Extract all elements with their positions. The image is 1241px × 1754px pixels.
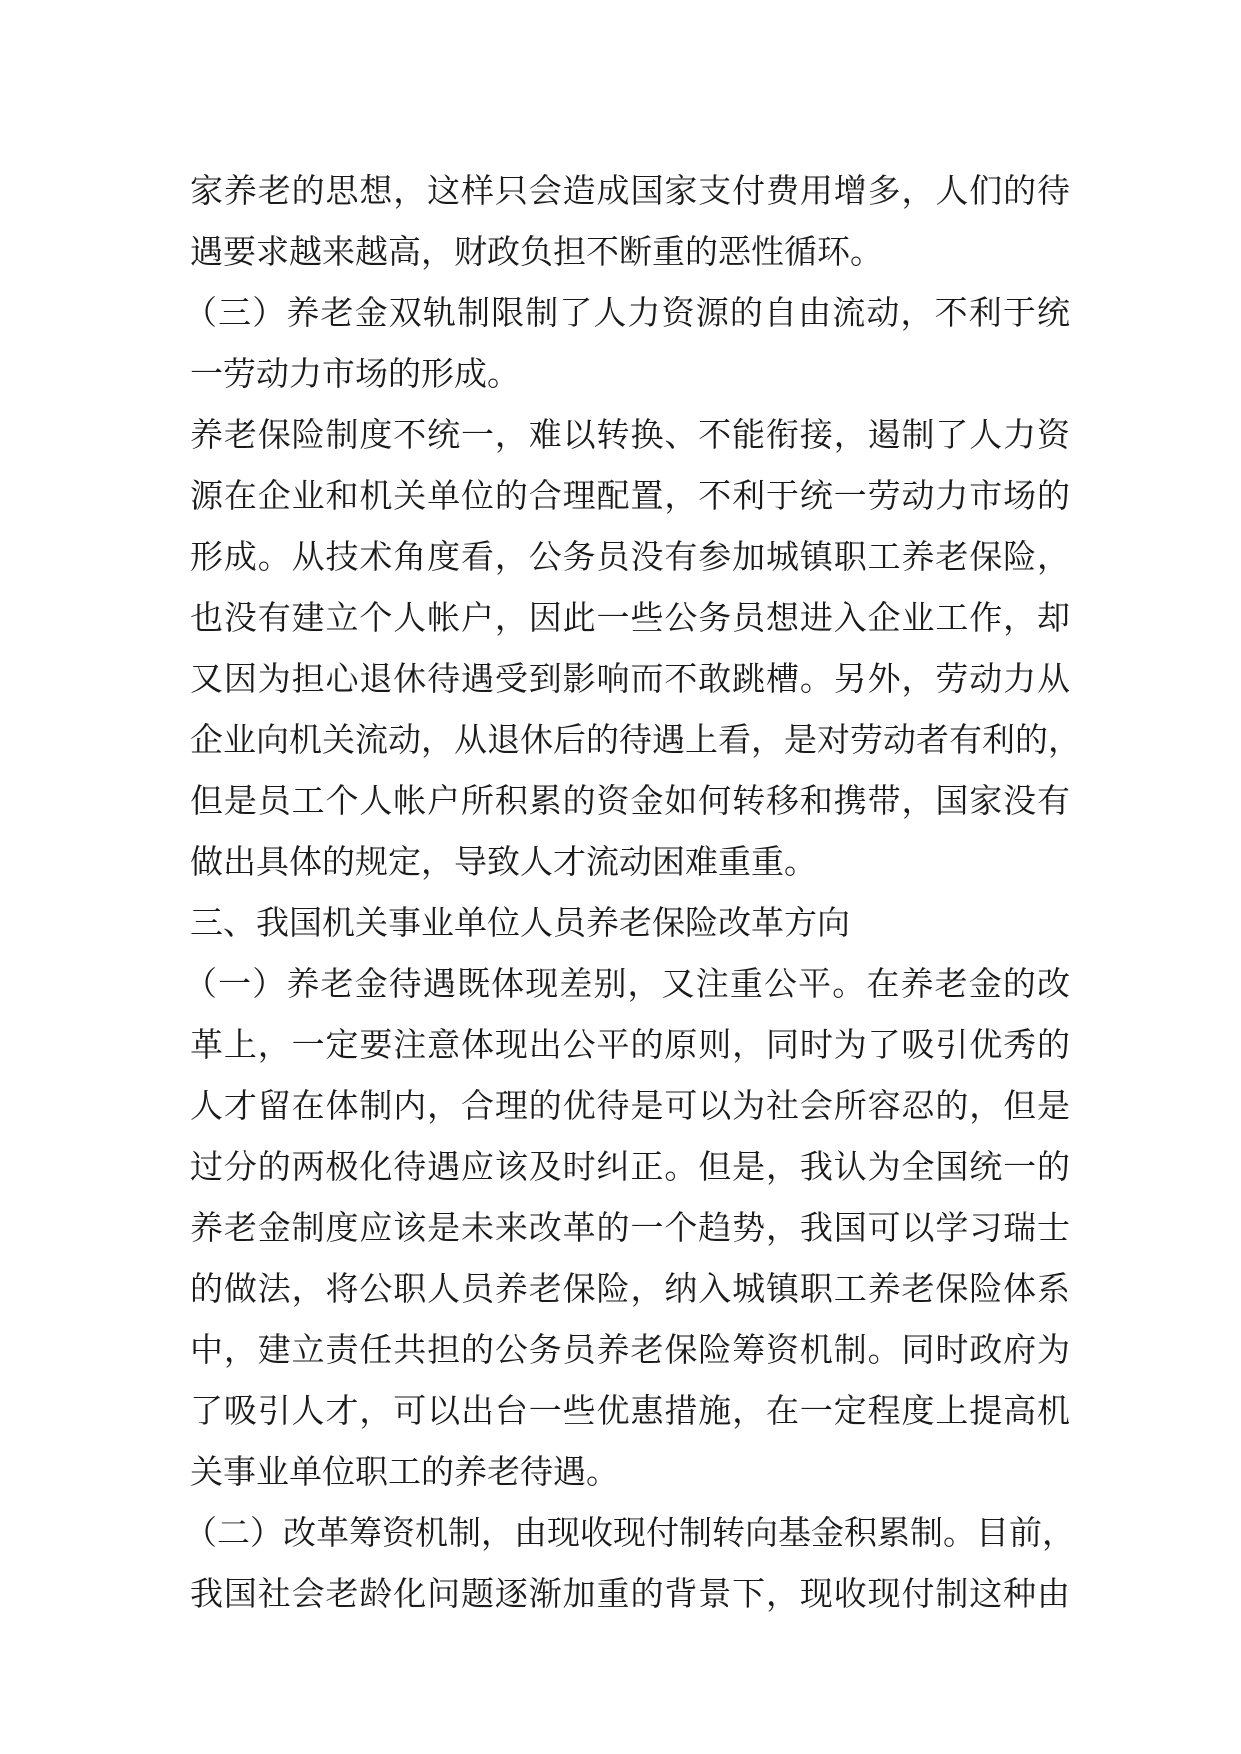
text-line: 一劳动力市场的形成。 <box>190 354 520 393</box>
text-line: 中，建立责任共担的公务员养老保险筹资机制。同时政府为 <box>190 1330 1070 1369</box>
text-line: 家养老的思想，这样只会造成国家支付费用增多，人们的待 <box>190 171 1070 210</box>
text-line: （二）改革筹资机制，由现收现付制转向基金积累制。目前， <box>184 1513 1075 1552</box>
text-line: 人才留在体制内，合理的优待是可以为社会所容忍的，但是 <box>190 1086 1070 1125</box>
text-line: 养老金制度应该是未来改革的一个趋势，我国可以学习瑞士 <box>190 1208 1070 1247</box>
text-line: 但是员工个人帐户所积累的资金如何转移和携带，国家没有 <box>190 781 1070 820</box>
text-line: 养老保险制度不统一，难以转换、不能衔接，遏制了人力资 <box>190 415 1070 454</box>
text-line: 我国社会老龄化问题逐渐加重的背景下，现收现付制这种由 <box>190 1574 1070 1613</box>
text-line: （三）养老金双轨制限制了人力资源的自由流动，不利于统 <box>184 293 1070 332</box>
text-line: 三、我国机关事业单位人员养老保险改革方向 <box>190 903 850 942</box>
text-line: 的做法，将公职人员养老保险，纳入城镇职工养老保险体系 <box>190 1269 1070 1308</box>
text-line: 革上，一定要注意体现出公平的原则，同时为了吸引优秀的 <box>190 1025 1070 1064</box>
text-line: （一）养老金待遇既体现差别，又注重公平。在养老金的改 <box>184 964 1070 1003</box>
text-line: 也没有建立个人帐户，因此一些公务员想进入企业工作，却 <box>190 598 1070 637</box>
text-line: 又因为担心退休待遇受到影响而不敢跳槽。另外，劳动力从 <box>190 659 1070 698</box>
text-line: 源在企业和机关单位的合理配置，不利于统一劳动力市场的 <box>190 476 1070 515</box>
text-line: 企业向机关流动，从退休后的待遇上看，是对劳动者有利的， <box>190 720 1081 759</box>
text-line: 形成。从技术角度看，公务员没有参加城镇职工养老保险， <box>190 537 1070 576</box>
text-line: 做出具体的规定，导致人才流动困难重重。 <box>190 842 817 881</box>
text-line: 过分的两极化待遇应该及时纠正。但是，我认为全国统一的 <box>190 1147 1070 1186</box>
text-line: 遇要求越来越高，财政负担不断重的恶性循环。 <box>190 232 883 271</box>
body-text <box>184 160 1081 1624</box>
text-line: 了吸引人才，可以出台一些优惠措施，在一定程度上提高机 <box>190 1391 1070 1430</box>
text-line: 关事业单位职工的养老待遇。 <box>190 1452 619 1491</box>
